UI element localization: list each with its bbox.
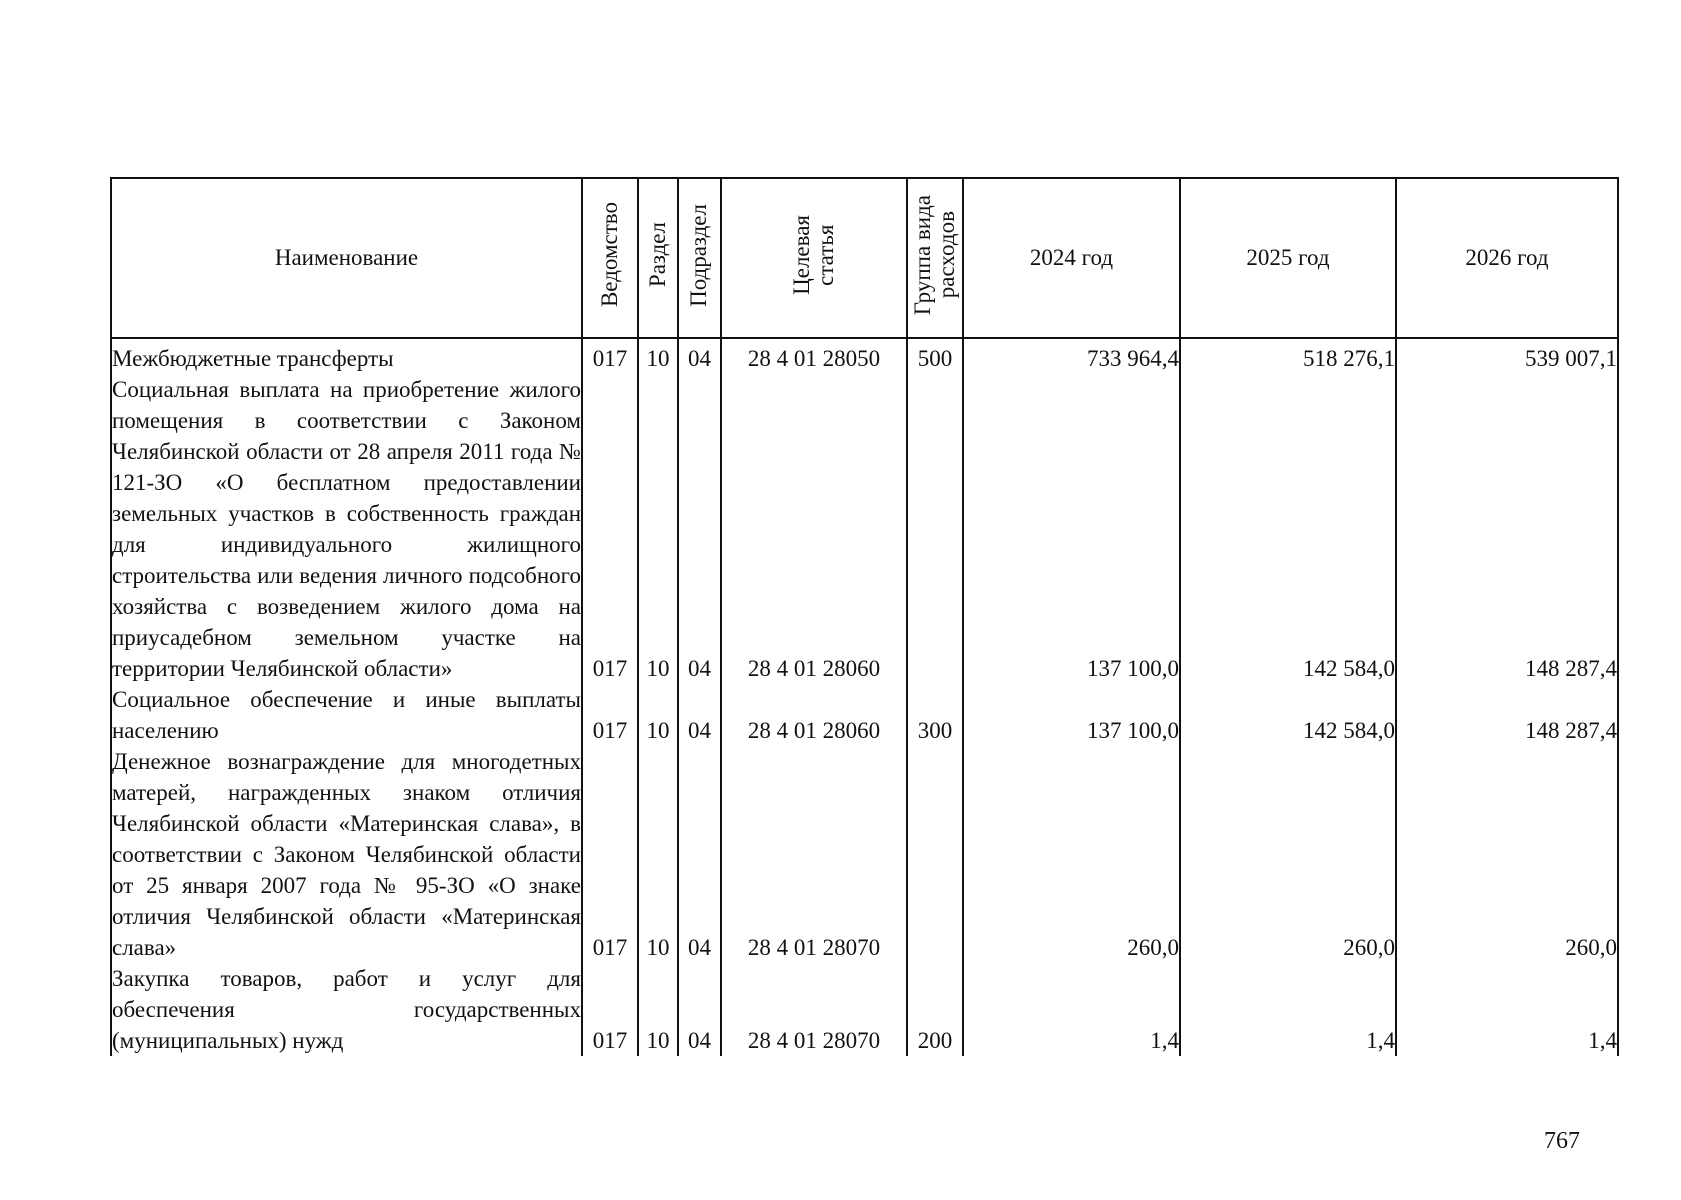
row-target: 28 4 01 28050 [721,338,907,374]
row-name: Социальное обеспечение и иные выплаты населению [111,684,582,746]
header-2024: 2024 год [963,178,1180,338]
header-razdel: Раздел [638,178,678,338]
row-vedomstvo: 017 [582,963,638,1056]
header-2026: 2026 год [1396,178,1618,338]
header-2025: 2025 год [1180,178,1396,338]
row-2025: 142 584,0 [1180,684,1396,746]
row-2026: 539 007,1 [1396,338,1618,374]
row-podrazdel: 04 [678,338,721,374]
table-row [111,746,1618,963]
header-name: Наименование [111,178,582,338]
row-razdel: 10 [638,374,678,684]
row-2026: 148 287,4 [1396,684,1618,746]
row-podrazdel: 04 [678,963,721,1056]
row-2024: 137 100,0 [963,374,1180,684]
row-2024: 1,4 [963,963,1180,1056]
row-group [907,746,963,963]
row-vedomstvo: 017 [582,338,638,374]
row-group: 300 [907,684,963,746]
budget-table [110,177,1619,1056]
row-group: 200 [907,963,963,1056]
row-2024: 733 964,4 [963,338,1180,374]
row-2025: 260,0 [1180,746,1396,963]
header-target: Целевая статья [721,178,907,338]
row-2025: 518 276,1 [1180,338,1396,374]
row-2026: 148 287,4 [1396,374,1618,684]
header-vedomstvo: Ведомство [582,178,638,338]
row-podrazdel: 04 [678,684,721,746]
row-target: 28 4 01 28060 [721,684,907,746]
table-row [111,374,1618,684]
header-podrazdel: Подраздел [678,178,721,338]
row-razdel: 10 [638,684,678,746]
row-razdel: 10 [638,746,678,963]
row-target: 28 4 01 28070 [721,963,907,1056]
row-2024: 137 100,0 [963,684,1180,746]
row-group [907,374,963,684]
table-row [111,338,1618,374]
row-group: 500 [907,338,963,374]
page-number: 767 [1544,1128,1580,1154]
row-target: 28 4 01 28060 [721,374,907,684]
table-row [111,684,1618,746]
row-podrazdel: 04 [678,746,721,963]
row-razdel: 10 [638,338,678,374]
table-header-row [111,178,1618,338]
row-2026: 1,4 [1396,963,1618,1056]
header-group: Группа вида расходов [907,178,963,338]
row-name: Межбюджетные трансферты [111,338,582,374]
row-vedomstvo: 017 [582,746,638,963]
row-2024: 260,0 [963,746,1180,963]
row-2025: 142 584,0 [1180,374,1396,684]
row-name: Закупка товаров, работ и услуг для обеспечения государственных (муниципальных) нужд [111,963,582,1056]
row-podrazdel: 04 [678,374,721,684]
row-2026: 260,0 [1396,746,1618,963]
row-2025: 1,4 [1180,963,1396,1056]
row-vedomstvo: 017 [582,684,638,746]
row-razdel: 10 [638,963,678,1056]
row-target: 28 4 01 28070 [721,746,907,963]
row-name: Денежное вознаграждение для многодетных матерей, награжденных знаком отличия Челябинской области «Материнская слава», в соответствии с Законом Челябинской области от 25 января 2007 года № 95-ЗО «О знаке отличия Челябинской области «Материнская слава» [111,746,582,963]
table-row [111,963,1618,1056]
row-vedomstvo: 017 [582,374,638,684]
row-name: Социальная выплата на приобретение жилого помещения в соответствии с Законом Челябинской области от 28 апреля 2011 года № 121-ЗО «О бесплатном предоставлении земельных участков в собственность граждан для индивидуального жилищного строительства или ведения личного подсобного хозяйства с возведением жилого дома на приусадебном земельном участке на территории Челябинской области» [111,374,582,684]
